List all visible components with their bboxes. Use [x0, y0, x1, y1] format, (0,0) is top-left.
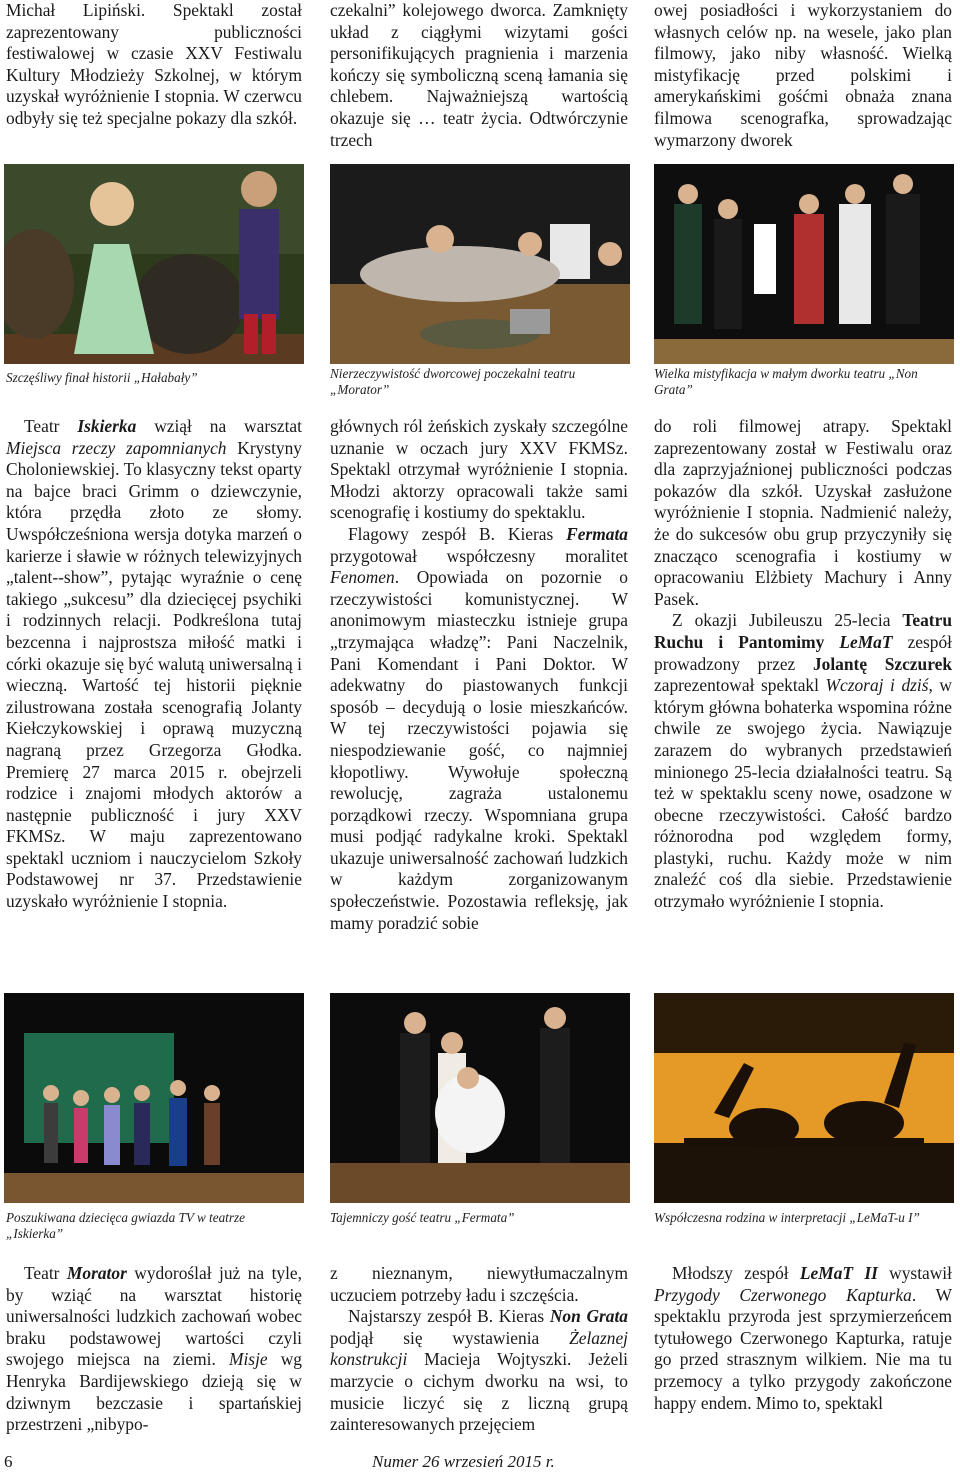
caption-lemat: Współczesna rodzina w interpretacji „LeMaT-u I”: [654, 1210, 920, 1225]
col2-top-text: czekalni” kolejowego dworca. Zamknięty układ z ciągłymi wizytami gości personifikujących pragnienia i marzenia kończy się symboliczną sceną łamania się chlebem. Najważniejszą wartością okazuje się … teatr życia. Odtwórczynie trzech: [330, 0, 628, 150]
caption-iskierka: Poszukiwana dziecięca gwiazda TV w teatrze „Iskierka”: [6, 1210, 245, 1241]
photo-morator: [330, 164, 630, 364]
photo-lemat: [654, 993, 954, 1203]
caption-morator: Nierzeczywistość dworcowej poczekalni teatru „Morator”: [330, 366, 576, 397]
caption-non-grata: Wielka mistyfikacja w małym dworku teatru „Non Grata”: [654, 366, 918, 397]
photo-non-grata: [654, 164, 954, 364]
col1-top-text: Michał Lipiński. Spektakl został zaprezentowany publiczności festiwalowej w czasie XXV Festiwalu Kultury Młodzieży Szkolnej, w którym uzyskał wyróżnienie I stopnia. W czerwcu odbyły się też specjalne pokazy dla szkół.: [6, 0, 302, 128]
col3-mid-text: do roli filmowej atrapy. Spektakl zaprezentowany został w Festiwalu oraz dla zaprzyjaźnionej publiczności podczas pokazów dla szkół. Uzyskał zasłużone wyróżnienie I stopnia. Nadmienić należy, że do sukcesów obu grup przyczyniły się znacząco scenografia i kostiumy w opracowaniu Elżbiety Machury i Anny Pasek. Z okazji Jubileuszu 25-lecia Teatru Ruchu i Pantomimy LeMaT zespół prowadzony przez Jolantę Szczurek zaprezentował spektakl Wczoraj i dziś, w którym główna bohaterka wspomina różne chwile ze swojego życia. Nawiązuje zarazem do wybranych przedstawień minionego 25-lecia działalności teatru. Są też w spektaklu sceny nowe, osadzone w obecne rzeczywistości. Całość bardzo różnorodna pod względem formy, plastyki, ruchu. Każdy może w nim znaleźć coś dla siebie. Przedstawienie otrzymało wyróżnienie I stopnia.: [654, 416, 952, 912]
col3-bottom-text: Młodszy zespół LeMaT II wystawił Przygody Czerwonego Kapturka. W spektaklu przyroda jest sprzymierzeńcem tytułowego Czerwonego Kapturka, ratuje go przed strasznym wilkiem. Nie ma tu przemocy a tylko przygody zakończone happy endem. Mimo to, spektakl: [654, 1263, 952, 1413]
col1-bottom-text: Teatr Morator wydoroślał już na tyle, by wziąć na warsztat historię uniwersalności ludzkich zachowań wobec braku podstawowej wartości czyli swojego miejsca na ziemi. Misje wg Henryka Bardijewskiego dzieją się w dziwnym bezczasie i spartańskiej przestrzeni „nibypo-: [6, 1263, 303, 1435]
photo-halabala: [4, 164, 304, 364]
photo-iskierka: [4, 993, 304, 1203]
col1-mid-text: Teatr Iskierka wziął na warsztat Miejsca rzeczy zapomnianych Krystyny Choloniewskiej. To klasyczny tekst oparty na bajce braci Grimm o dziewczynie, która przędła złoto ze słomy. Uwspółcześniona wersja dotyka marzeń o karierze i sławie w różnych telewizyjnych „talent--show”, pytając wyraźnie o cenę takiego „sukcesu” dla dziecięcej psychiki i rodzinnych relacji. Podkreślona tutaj bezcenna i najprostsza miłość matki i córki okazuje się być walutą uniwersalną i wieczną. Wartość tej historii pięknie zilustrowana została scenografią Jolanty Kiełczykowskiej i oprawą muzyczną nagraną przez Grzegorza Głodka. Premierę 27 marca 2015 r. obejrzeli rodzice i znajomi młodych aktorów a następnie publiczność i jury XXV FKMSz. W maju zaprezentowano spektakl uczniom i nauczycielom Szkoły Podstawowej nr 37. Przedstawienie uzyskało wyróżnienie I stopnia.: [6, 416, 302, 912]
col3-top-text: owej posiadłości i wykorzystaniem do własnych celów np. na wesele, jako plan filmowy, jako niby własność. Wielką mistyfikację przed polskimi i amerykańskimi gośćmi obnaża znana filmowa scenografka, sprowadzając wymarzony dworek: [654, 0, 952, 150]
col2-mid-text: głównych ról żeńskich zyskały szczególne uznanie w oczach jury XXV FKMSz. Spektakl otrzymał wyróżnienie I stopnia. Młodzi aktorzy opracowali także sami scenografię i kostiumy do spektaklu. Flagowy zespół B. Kieras Fermata przygotował współczesny moralitet Fenomen. Opowiada on pozornie o rzeczywistości komunistycznej. W anonimowym miasteczku istnieje grupa „trzymająca władzę”: Pani Naczelnik, Pani Komendant i Pani Doktor. W adekwatny do piastowanych funkcji sposób – decydują o losie mieszkańców. W tej rzeczywistości pojawia się niespodziewanie gość, co najmniej kłopotliwy. Wywołuje społeczną rewolucję, zagraża ustalonemu porządkowi rzeczy. Wspomniana grupa musi podjąć radykalne kroki. Spektakl ukazuje uniwersalność zachowań ludzkich w każdym zorganizowanym społeczeństwie. Pozostawia refleksję, jak mamy poradzić sobie: [330, 416, 628, 933]
caption-halabala: Szczęśliwy finał historii „Hałabały”: [6, 370, 198, 385]
caption-fermata: Tajemniczy gość teatru „Fermata”: [330, 1210, 515, 1225]
issue-label: Numer 26 wrzesień 2015 r.: [372, 1452, 555, 1471]
page-number: 6: [4, 1452, 13, 1471]
photo-fermata: [330, 993, 630, 1203]
col2-bottom-text: z nieznanym, niewytłumaczalnym uczuciem potrzeby ładu i szczęścia. Najstarszy zespół B. Kieras Non Grata podjął się wystawienia Żelaznej konstrukcji Macieja Wojtyszki. Jeżeli marzycie o cichym dworku na wsi, to musicie liczyć się z liczną grupą zainteresowanych przejęciem: [330, 1263, 628, 1435]
